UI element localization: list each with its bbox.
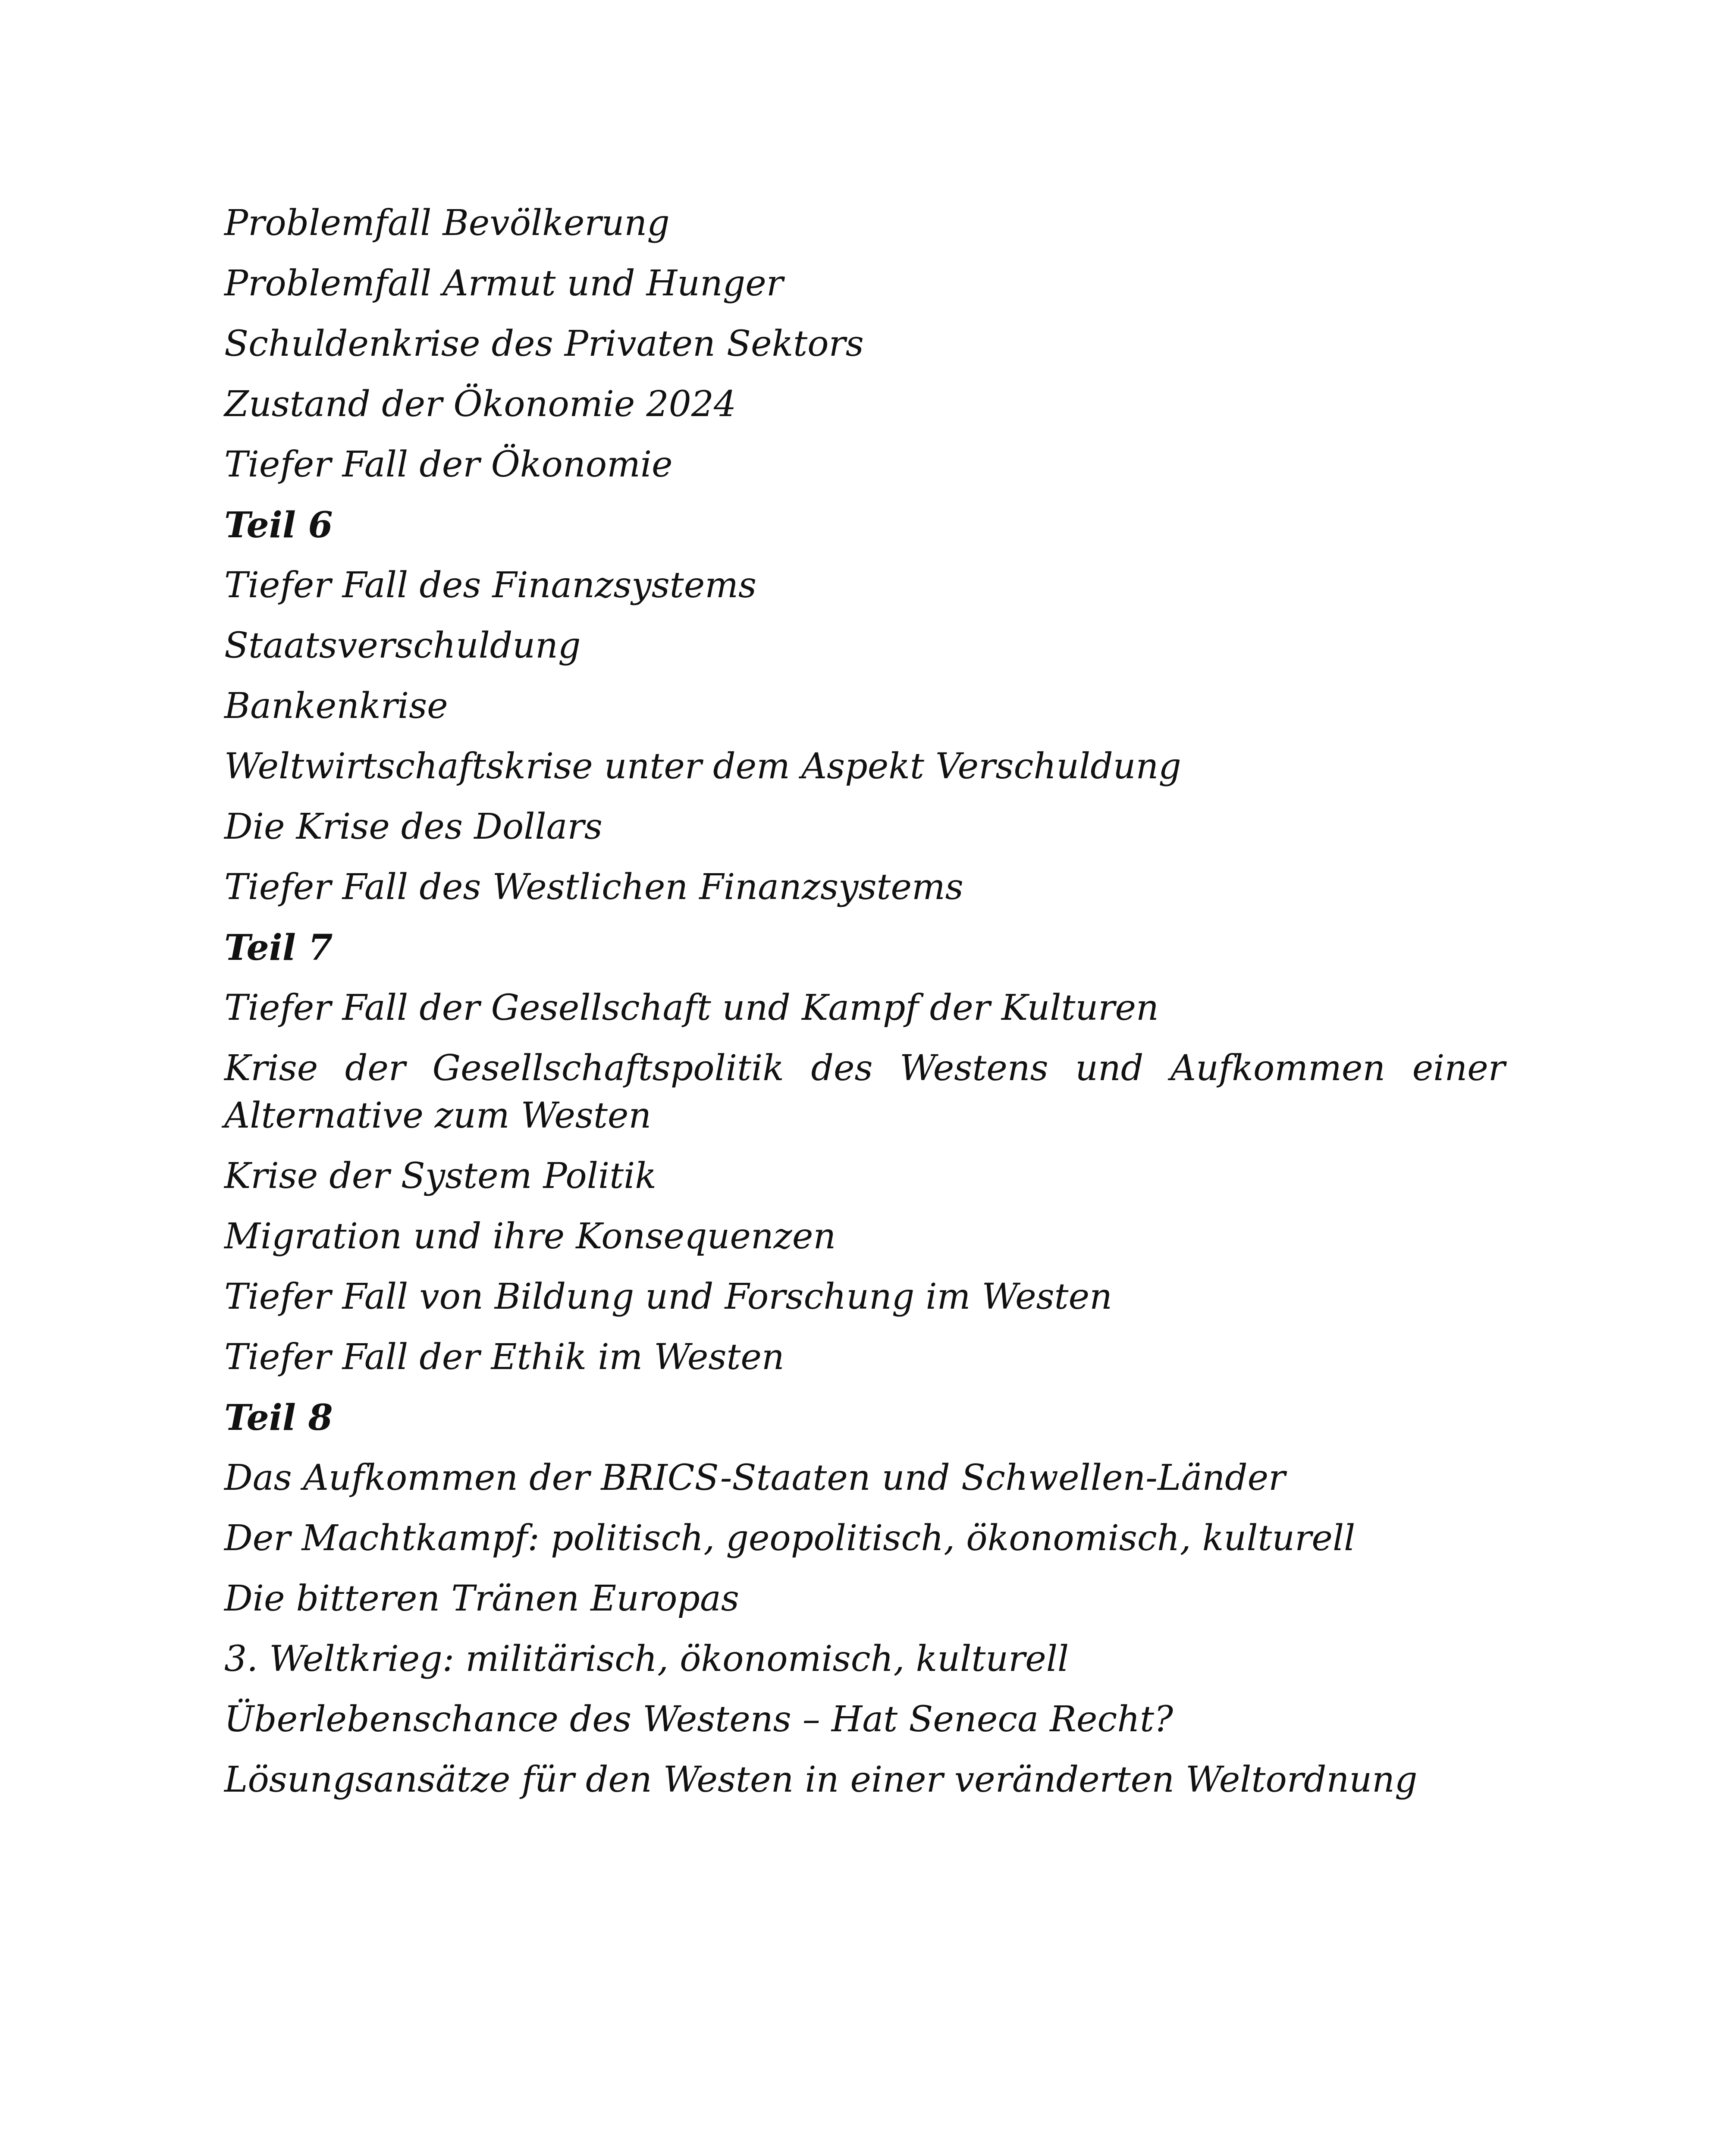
toc-entry: Tiefer Fall der Ökonomie [224,444,673,485]
toc-part-heading: Teil 6 [224,505,333,546]
table-of-contents [224,200,1505,1817]
toc-entry: Tiefer Fall von Bildung und Forschung im Westen [224,1276,1112,1317]
toc-entry: Bankenkrise [224,686,448,727]
toc-entry: Tiefer Fall des Westlichen Finanzsystems [224,867,963,908]
toc-entry: Lösungsansätze für den Westen in einer veränderten Weltordnung [224,1759,1418,1800]
toc-entry: Zustand der Ökonomie 2024 [224,384,737,425]
toc-entry: Tiefer Fall der Ethik im Westen [224,1337,784,1378]
toc-entry: Migration und ihre Konsequenzen [224,1216,836,1257]
toc-entry: Staatsverschuldung [224,625,581,666]
toc-entry: Schuldenkrise des Privaten Sektors [224,323,864,364]
toc-entry: Weltwirtschaftskrise unter dem Aspekt Verschuldung [224,746,1181,787]
toc-entry: Das Aufkommen der BRICS-Staaten und Schwellen-Länder [224,1457,1286,1498]
toc-entry: Die Krise des Dollars [224,806,602,847]
toc-entry: Krise der System Politik [224,1156,657,1197]
toc-entry: Der Machtkampf: politisch, geopolitisch, ökonomisch, kulturell [224,1518,1355,1559]
toc-entry: Die bitteren Tränen Europas [224,1578,740,1619]
toc-part-heading: Teil 7 [224,927,333,968]
toc-entry: Problemfall Bevölkerung [224,203,670,244]
toc-entry: Krise der Gesellschaftspolitik des Westens und Aufkommen einer Alternative zum Westen [224,1048,1505,1136]
toc-entry: Problemfall Armut und Hunger [224,263,784,304]
toc-part-heading: Teil 8 [224,1397,333,1438]
toc-entry: Tiefer Fall des Finanzsystems [224,565,757,606]
toc-entry: Überlebenschance des Westens – Hat Seneca Recht? [224,1699,1173,1740]
toc-entry: 3. Weltkrieg: militärisch, ökonomisch, kulturell [224,1639,1069,1680]
toc-entry: Tiefer Fall der Gesellschaft und Kampf der Kulturen [224,987,1159,1028]
